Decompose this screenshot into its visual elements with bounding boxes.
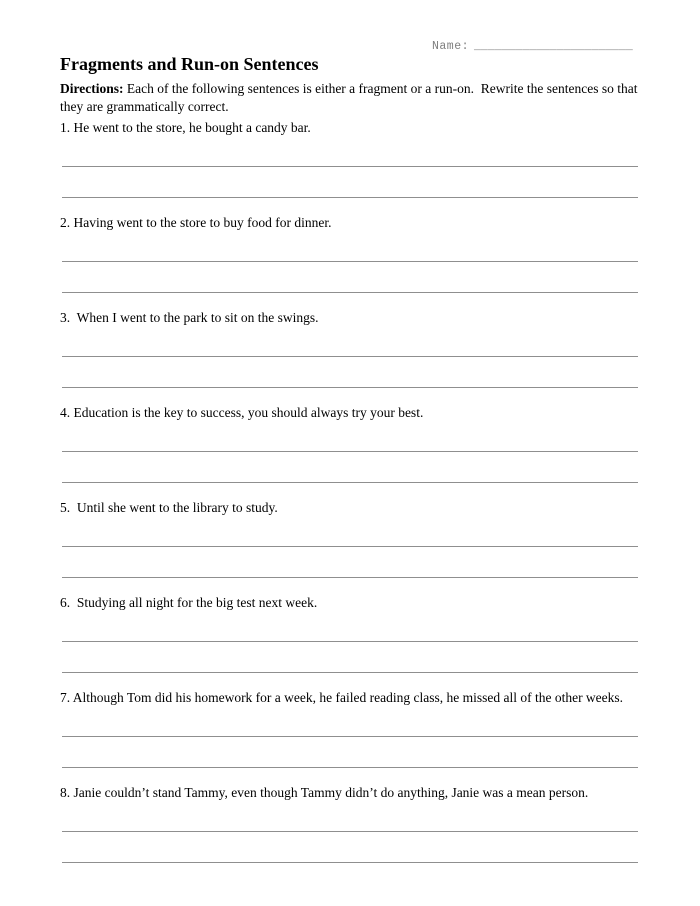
question-item-5	[60, 499, 638, 594]
question-item-4	[60, 404, 638, 499]
answer-line	[62, 641, 638, 642]
name-label: Name:	[432, 40, 470, 53]
question-text: 7. Although Tom did his homework for a week, he failed reading class, he missed all of the other weeks.	[60, 690, 624, 705]
answer-line	[62, 672, 638, 673]
page-title: Fragments and Run-on Sentences	[60, 54, 319, 74]
answer-line	[62, 292, 638, 293]
directions	[60, 80, 645, 116]
answer-line	[62, 767, 638, 768]
question-text: 8. Janie couldn’t stand Tammy, even though Tammy didn’t do anything, Janie was a mean person.	[60, 785, 589, 800]
question-text: 3. When I went to the park to sit on the swings.	[60, 310, 319, 325]
question-item-8	[60, 784, 638, 879]
answer-line	[62, 862, 638, 863]
answer-line	[62, 482, 638, 483]
answer-line	[62, 387, 638, 388]
answer-line	[62, 831, 638, 832]
answer-line	[62, 546, 638, 547]
question-text: 5. Until she went to the library to study.	[60, 500, 278, 515]
question-text: 1. He went to the store, he bought a candy bar.	[60, 120, 311, 135]
question-list	[60, 119, 638, 879]
name-row	[432, 40, 633, 53]
answer-line	[62, 451, 638, 452]
name-blank-line: _______________________	[474, 40, 633, 53]
question-item-1	[60, 119, 638, 214]
question-text: 4. Education is the key to success, you should always try your best.	[60, 405, 424, 420]
directions-text: Each of the following sentences is either a fragment or a run-on. Rewrite the sentences so that they are grammatically correct.	[60, 81, 641, 114]
question-text: 6. Studying all night for the big test next week.	[60, 595, 318, 610]
question-item-3	[60, 309, 638, 404]
answer-line	[62, 197, 638, 198]
answer-line	[62, 261, 638, 262]
question-item-7	[60, 689, 638, 784]
directions-label: Directions:	[60, 81, 124, 96]
answer-line	[62, 736, 638, 737]
answer-line	[62, 577, 638, 578]
answer-line	[62, 356, 638, 357]
question-text: 2. Having went to the store to buy food for dinner.	[60, 215, 332, 230]
answer-line	[62, 166, 638, 167]
question-item-6	[60, 594, 638, 689]
question-item-2	[60, 214, 638, 309]
